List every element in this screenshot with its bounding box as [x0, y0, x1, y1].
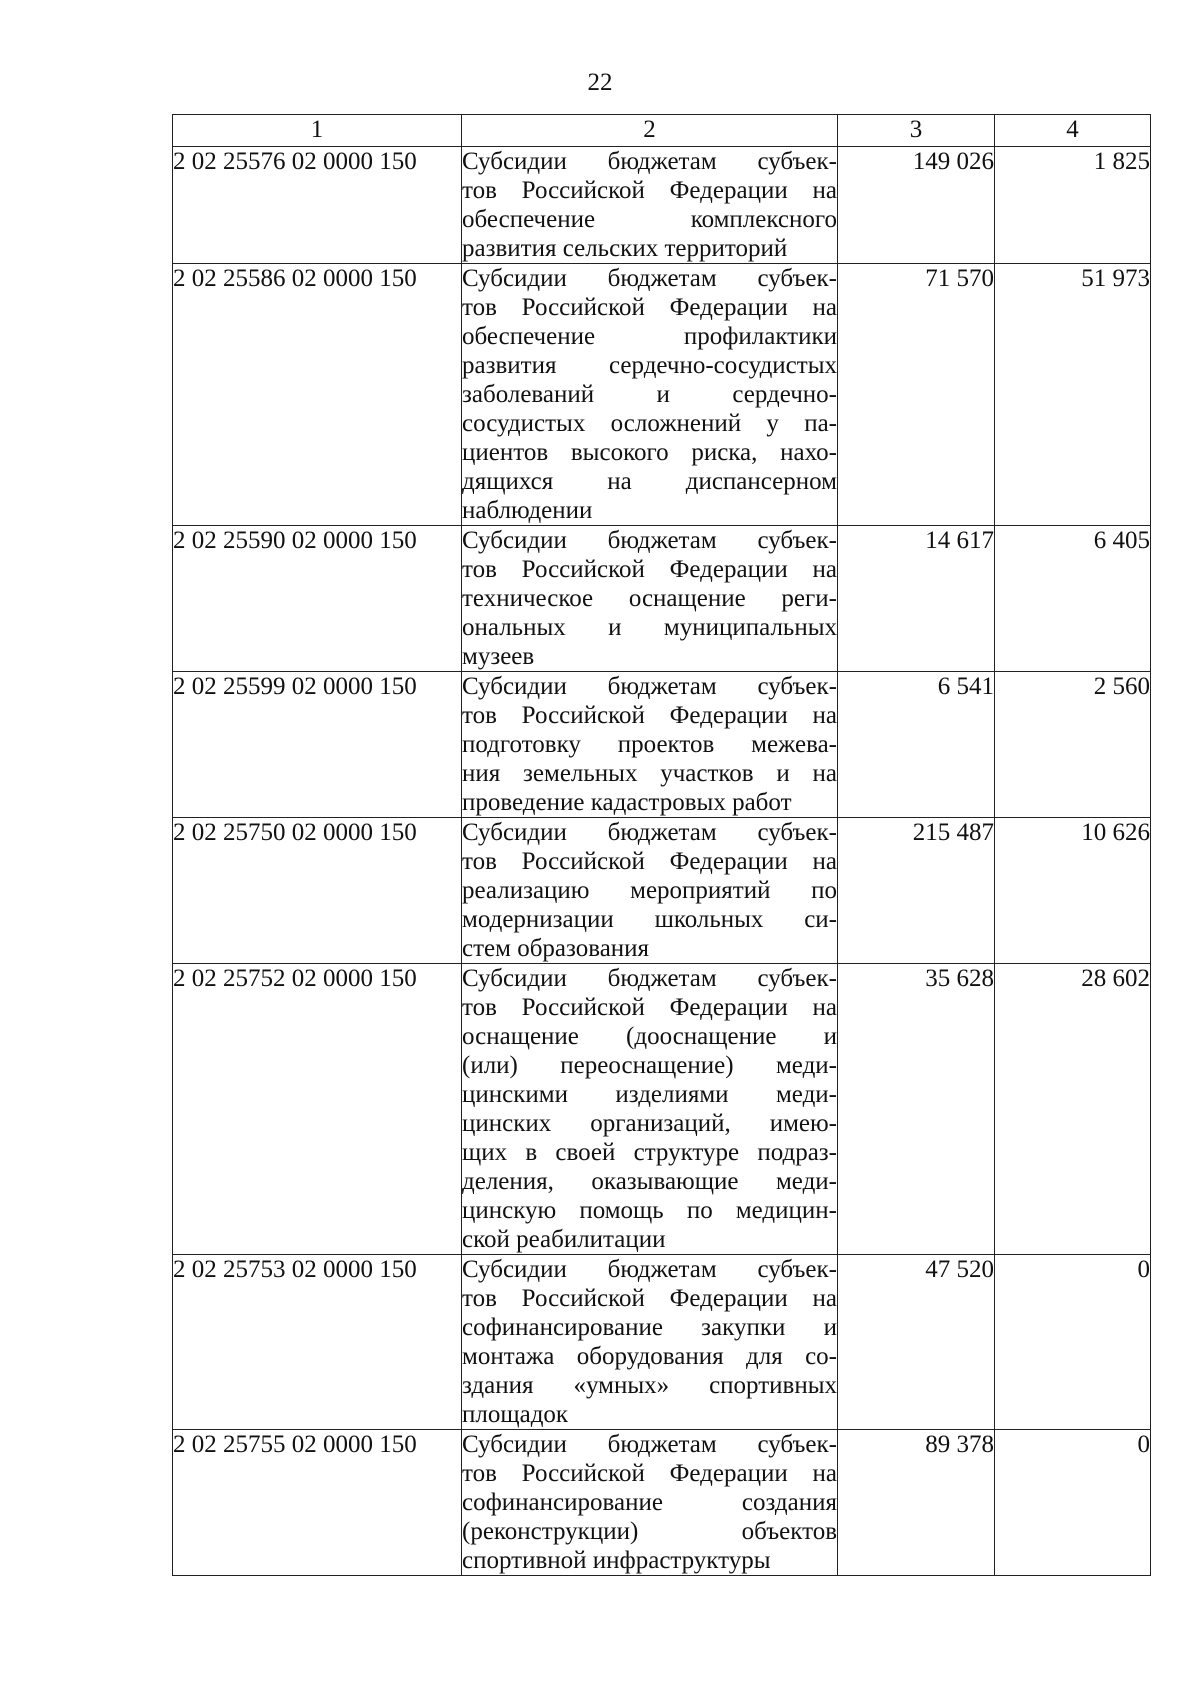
- description-line: здания «умных» спортивных: [462, 1372, 837, 1399]
- description-line: Субсидии бюджетам субъек-: [462, 673, 837, 700]
- description-line: модернизации школьных си-: [462, 906, 837, 933]
- description-cell: [462, 672, 838, 818]
- description-cell: [462, 526, 838, 672]
- description-line: площадок: [462, 1401, 569, 1428]
- description-cell: [462, 1255, 838, 1430]
- table-row: [173, 526, 1151, 672]
- column-header: 4: [995, 115, 1151, 147]
- budget-code-cell: 2 02 25599 02 0000 150: [173, 672, 462, 818]
- budget-code-cell: 2 02 25753 02 0000 150: [173, 1255, 462, 1430]
- description-line: Субсидии бюджетам субъек-: [462, 148, 837, 175]
- description-line: развития сельских территорий: [462, 235, 788, 262]
- description-line: ния земельных участков и на: [462, 760, 837, 787]
- amount-cell-col3: 71 570: [838, 264, 995, 526]
- description-line: тов Российской Федерации на: [462, 294, 837, 321]
- description-line: обеспечение комплексного: [462, 206, 837, 233]
- description-line: (или) переоснащение) меди-: [462, 1052, 837, 1079]
- description-line: развития сердечно-сосудистых: [462, 352, 837, 379]
- description-line: спортивной инфраструктуры: [462, 1547, 771, 1574]
- description-line: софинансирование закупки и: [462, 1314, 837, 1341]
- description-line: ской реабилитации: [462, 1226, 666, 1253]
- description-line: тов Российской Федерации на: [462, 556, 837, 583]
- description-line: подготовку проектов межева-: [462, 731, 837, 758]
- description-line: деления, оказывающие меди-: [462, 1168, 837, 1195]
- amount-cell-col3: 14 617: [838, 526, 995, 672]
- amount-cell-col3: 6 541: [838, 672, 995, 818]
- budget-code-cell: 2 02 25755 02 0000 150: [173, 1430, 462, 1576]
- description-line: тов Российской Федерации на: [462, 1285, 837, 1312]
- amount-cell-col4: 10 626: [995, 818, 1151, 964]
- description-line: стем образования: [462, 935, 650, 962]
- amount-cell-col4: 2 560: [995, 672, 1151, 818]
- description-line: Субсидии бюджетам субъек-: [462, 527, 837, 554]
- description-line: Субсидии бюджетам субъек-: [462, 1431, 837, 1458]
- description-line: ональных и муниципальных: [462, 614, 837, 641]
- description-line: (реконструкции) объектов: [462, 1518, 837, 1545]
- description-line: тов Российской Федерации на: [462, 994, 837, 1021]
- description-line: дящихся на диспансерном: [462, 468, 837, 495]
- description-line: обеспечение профилактики: [462, 323, 837, 350]
- budget-code-cell: 2 02 25576 02 0000 150: [173, 147, 462, 264]
- description-line: щих в своей структуре подраз-: [462, 1139, 837, 1166]
- budget-code-cell: 2 02 25586 02 0000 150: [173, 264, 462, 526]
- amount-cell-col4: 0: [995, 1430, 1151, 1576]
- description-line: оснащение (дооснащение и: [462, 1023, 837, 1050]
- description-line: тов Российской Федерации на: [462, 848, 837, 875]
- description-cell: [462, 147, 838, 264]
- budget-table: [172, 114, 1151, 1576]
- description-line: техническое оснащение реги-: [462, 585, 837, 612]
- description-line: заболеваний и сердечно-: [462, 381, 837, 408]
- table-body: [173, 147, 1151, 1576]
- amount-cell-col4: 6 405: [995, 526, 1151, 672]
- description-line: наблюдении: [462, 497, 593, 524]
- amount-cell-col3: 149 026: [838, 147, 995, 264]
- amount-cell-col3: 47 520: [838, 1255, 995, 1430]
- page-number: 22: [587, 69, 613, 96]
- amount-cell-col4: 28 602: [995, 964, 1151, 1255]
- column-header: 2: [462, 115, 838, 147]
- table-row: [173, 672, 1151, 818]
- table-header: [173, 115, 1151, 147]
- description-line: Субсидии бюджетам субъек-: [462, 819, 837, 846]
- description-cell: [462, 264, 838, 526]
- description-line: реализацию мероприятий по: [462, 877, 837, 904]
- budget-code-cell: 2 02 25750 02 0000 150: [173, 818, 462, 964]
- description-line: проведение кадастровых работ: [462, 789, 792, 816]
- description-cell: [462, 964, 838, 1255]
- table-row: [173, 1255, 1151, 1430]
- description-line: циентов высокого риска, нахо-: [462, 439, 837, 466]
- description-line: монтажа оборудования для со-: [462, 1343, 837, 1370]
- amount-cell-col4: 51 973: [995, 264, 1151, 526]
- description-line: музеев: [462, 643, 535, 670]
- table-row: [173, 818, 1151, 964]
- description-line: цинскими изделиями меди-: [462, 1081, 837, 1108]
- description-line: Субсидии бюджетам субъек-: [462, 965, 837, 992]
- table-row: [173, 264, 1151, 526]
- description-line: цинскую помощь по медицин-: [462, 1197, 837, 1224]
- description-line: тов Российской Федерации на: [462, 702, 837, 729]
- budget-code-cell: 2 02 25590 02 0000 150: [173, 526, 462, 672]
- amount-cell-col4: 0: [995, 1255, 1151, 1430]
- description-line: Субсидии бюджетам субъек-: [462, 265, 837, 292]
- amount-cell-col3: 89 378: [838, 1430, 995, 1576]
- description-cell: [462, 1430, 838, 1576]
- description-cell: [462, 818, 838, 964]
- description-line: Субсидии бюджетам субъек-: [462, 1256, 837, 1283]
- table-row: [173, 1430, 1151, 1576]
- amount-cell-col3: 215 487: [838, 818, 995, 964]
- amount-cell-col4: 1 825: [995, 147, 1151, 264]
- description-line: софинансирование создания: [462, 1489, 837, 1516]
- amount-cell-col3: 35 628: [838, 964, 995, 1255]
- description-line: цинских организаций, имею-: [462, 1110, 837, 1137]
- header-row: [173, 115, 1151, 147]
- column-header: 3: [838, 115, 995, 147]
- table-row: [173, 964, 1151, 1255]
- column-header: 1: [173, 115, 462, 147]
- table-row: [173, 147, 1151, 264]
- budget-code-cell: 2 02 25752 02 0000 150: [173, 964, 462, 1255]
- description-line: тов Российской Федерации на: [462, 177, 837, 204]
- description-line: сосудистых осложнений у па-: [462, 410, 837, 437]
- description-line: тов Российской Федерации на: [462, 1460, 837, 1487]
